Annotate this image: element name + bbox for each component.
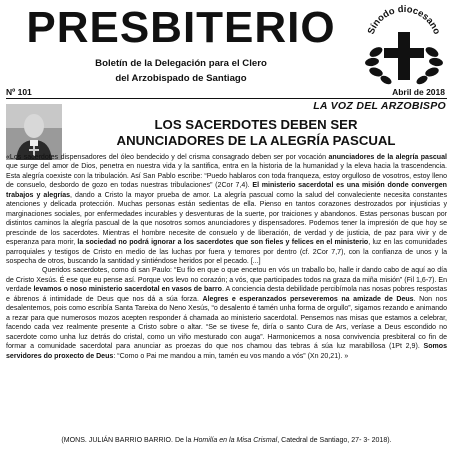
portrait-icon [6, 104, 62, 160]
issue-number: Nº 101 [6, 87, 32, 97]
masthead-subtitle-line2: del Arzobispado de Santiago [115, 73, 247, 84]
article-body [6, 153, 447, 361]
masthead-title: PRESBITERIO [26, 3, 336, 52]
article-paragraph-2: Queridos sacerdotes, como di san Paulo: “Eu fío en que o que encetou en vós un traballo bo, halle ir dando cabo de aquí ao día de Cristo Xesús. É ese que eu pense así. Porque vos levo no corazón; a vós, que participades todos na graza da miña misión” (Fil 1,6-7). En verdade levamos o noso ministerio sacerdotal en vasos de barro. A conciencia desta debilidade percibímola nas nosas pobres respostas e ábrenos á intimidade de Deus que nos dá a súa forza. Alegres e esperanzados perseveremos na amizade de Deus. Non nos desalentemos, pois como escribía Santa Tareixa do Neno Xesús, “o desalento é tamén unha forma de orgullo”, sigamos rezando e animando a rezar para que numerosos mozos acepten responder á chamada ao ministerio sacerdotal. Pensemos nas misas que estamos a celebrar, facendo cada vez realmente presente a Cristo sobre o altar. “Se se tivese fe, diría o santo Cura de Ars, veríase a Deus escondido no sacerdote como unha luz detrás do cristal, como un viño mesturado con auga”. Harmonicemos a nosa convivencia presbiteral co fin de formar a comunidade sacerdotal para anunciar as proezas do que nos chamou das tebras á súa luz marabillosa (1Pt 2,9). Somos servidores do proxecto de Deus: “Como o Pai me mandou a min, tamén eu vos mando a vós” (Xn 20,21). » [6, 267, 448, 360]
section-label: LA VOZ DEL ARZOBISPO [313, 100, 446, 112]
article-citation: (MONS. JULIÁN BARRIO BARRIO. De la Homilía en la Misa Crismal, Catedral de Santiago, 27- 3- 2018). [61, 437, 392, 444]
article-paragraph-1: «Los sacerdotes dispensadores del óleo bendecido y del crisma consagrado deben ser por vocación anunciadores de la alegría pascual que surge del amor de Dios, penetra en nuestra vida y la santifica, entra en la historia de la humanidad y la eleva hacia la trascendencia. Esta alegría coexiste con la tribulación. Así San Pablo escribe: “Puedo hablaros con toda franqueza, estoy orgulloso de vosotros, estoy lleno de consuelo, desbordo de gozo en todas nuestras tribulaciones” (2Cor 7,4). El ministerio sacerdotal es una misión donde convergen trabajos y alegrías, dando a Cristo la mayor prueba de amor. La alegría pascual como la salud del convaleciente necesita constantes atenciones y delicada protección. Muchas personas están sedientas de ella. Pienso en tantos corazones destrozados por injusticias y marginaciones sociales, por enfermedades incurables y desventuras de la suerte, por traiciones y abandonos. Estas personas buscan por distintos caminos la alegría pascual de la que nosotros somos anunciadores y dispensadores. Podemos tener la impresión de que hoy se prescinde de los sacerdotes. Mientras el hombre necesite de consuelo y de liberación, de verdad y de justicia, de paz para vivir y de esperanza para morir, la sociedad no podrá ignorar a los sacerdotes que son fieles y felices en el ministerio, luz en las comunidades parroquiales y testigos de Cristo en medio de las luchas por fuera y temores por dentro (cf. 2Cor 7,7), con la confianza de unos y la sospecha de otros, buscando la santidad y sintiéndose heridos por el pecado. [...] [6, 154, 448, 265]
synod-cross-logo [358, 4, 450, 86]
issue-bar [6, 86, 447, 99]
article-title-line2: ANUNCIADORES DE LA ALEGRÍA PASCUAL [116, 133, 396, 148]
svg-text:Sínodo diocesano [366, 4, 443, 36]
masthead-subtitle [6, 56, 356, 86]
issue-date: Abril de 2018 [392, 87, 445, 97]
logo-text: Sínodo diocesano [365, 4, 443, 36]
masthead-subtitle-line1: Boletín de la Delegación para el Clero [95, 58, 267, 69]
article-title-line1: LOS SACERDOTES DEBEN SER [154, 117, 358, 132]
archbishop-portrait [6, 104, 62, 160]
article-title [66, 117, 446, 149]
